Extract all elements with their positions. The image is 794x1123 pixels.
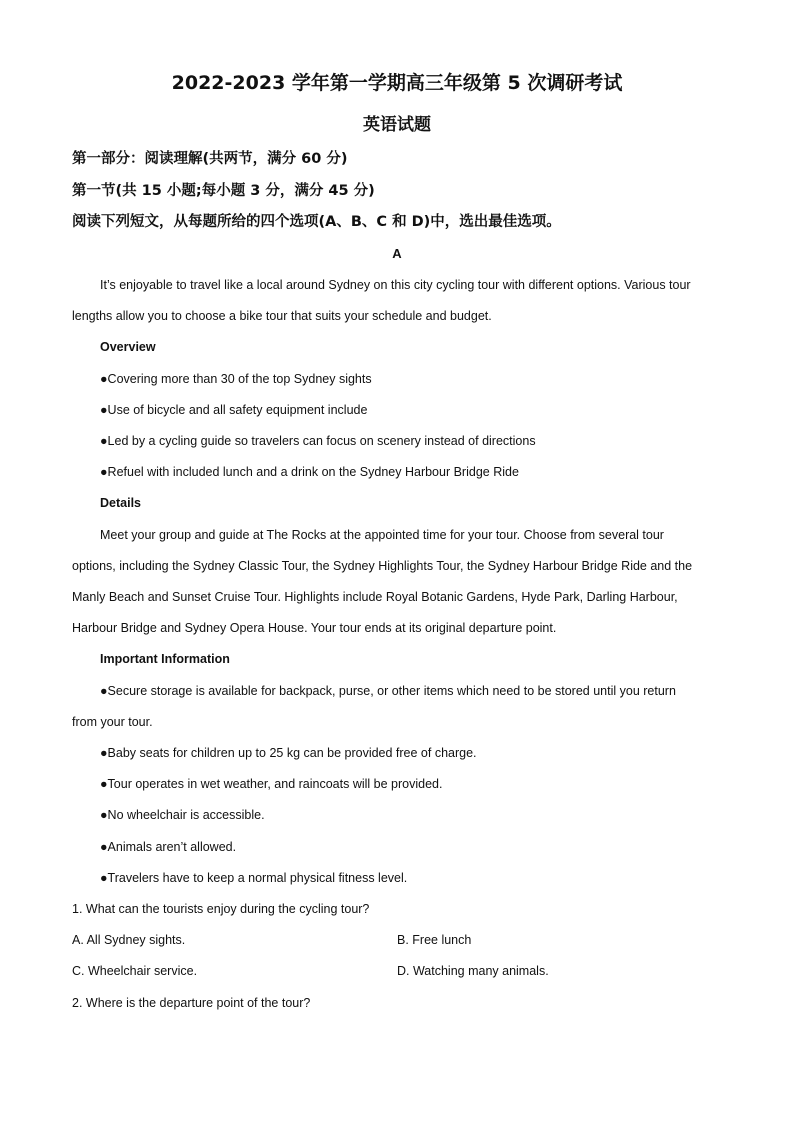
info-item: ●Tour operates in wet weather, and raincoats will be provided.	[100, 777, 443, 791]
exam-title: 2022-2023 学年第一学期高三年级第 5 次调研考试	[171, 72, 623, 94]
question-1-option-c: C. Wheelchair service.	[72, 964, 198, 978]
overview-heading: Overview	[100, 340, 156, 354]
info-item-line-2: from your tour.	[72, 715, 153, 729]
direction-text: 阅读下列短文，从每题所给的四个选项(A、B、C 和 D)中，选出最佳选项。	[72, 214, 561, 230]
info-heading: Important Information	[100, 652, 230, 666]
overview-item: ●Led by a cycling guide so travelers can focus on scenery instead of directions	[100, 434, 536, 448]
details-line: Meet your group and guide at The Rocks at the appointed time for your tour. Choose from several tour	[100, 528, 664, 542]
details-heading: Details	[100, 496, 141, 510]
overview-item: ●Use of bicycle and all safety equipment include	[100, 403, 368, 417]
info-item: ●No wheelchair is accessible.	[100, 808, 265, 822]
intro-line-2: lengths allow you to choose a bike tour that suits your schedule and budget.	[72, 309, 492, 323]
overview-item: ●Refuel with included lunch and a drink on the Sydney Harbour Bridge Ride	[100, 465, 519, 479]
details-line: Harbour Bridge and Sydney Opera House. Your tour ends at its original departure point.	[72, 621, 557, 635]
details-line: Manly Beach and Sunset Cruise Tour. Highlights include Royal Botanic Gardens, Hyde Park, Darling Harbour,	[72, 590, 678, 604]
exam-subtitle: 英语试题	[363, 115, 431, 135]
intro-line-1: It’s enjoyable to travel like a local around Sydney on this city cycling tour with different options. Various tour	[100, 278, 691, 292]
question-2-stem: 2. Where is the departure point of the tour?	[72, 996, 311, 1010]
info-item: ●Travelers have to keep a normal physical fitness level.	[100, 871, 408, 885]
question-1-option-a: A. All Sydney sights.	[72, 933, 186, 947]
question-1-stem: 1. What can the tourists enjoy during the cycling tour?	[72, 902, 370, 916]
details-line: options, including the Sydney Classic Tour, the Sydney Highlights Tour, the Sydney Harbour Bridge Ride and the	[72, 559, 693, 573]
info-item: ●Baby seats for children up to 25 kg can be provided free of charge.	[100, 746, 477, 760]
overview-item: ●Covering more than 30 of the top Sydney sights	[100, 372, 372, 386]
question-1-option-b: B. Free lunch	[397, 933, 472, 947]
passage-label: A	[392, 246, 402, 261]
section-heading: 第一节(共 15 小题;每小题 3 分，满分 45 分)	[72, 183, 375, 199]
info-item: ●Animals aren’t allowed.	[100, 840, 237, 854]
info-item-line-1: ●Secure storage is available for backpack, purse, or other items which need to be stored until you return	[100, 684, 676, 698]
part-heading: 第一部分：阅读理解(共两节，满分 60 分)	[72, 151, 348, 167]
question-1-option-d: D. Watching many animals.	[397, 964, 549, 978]
